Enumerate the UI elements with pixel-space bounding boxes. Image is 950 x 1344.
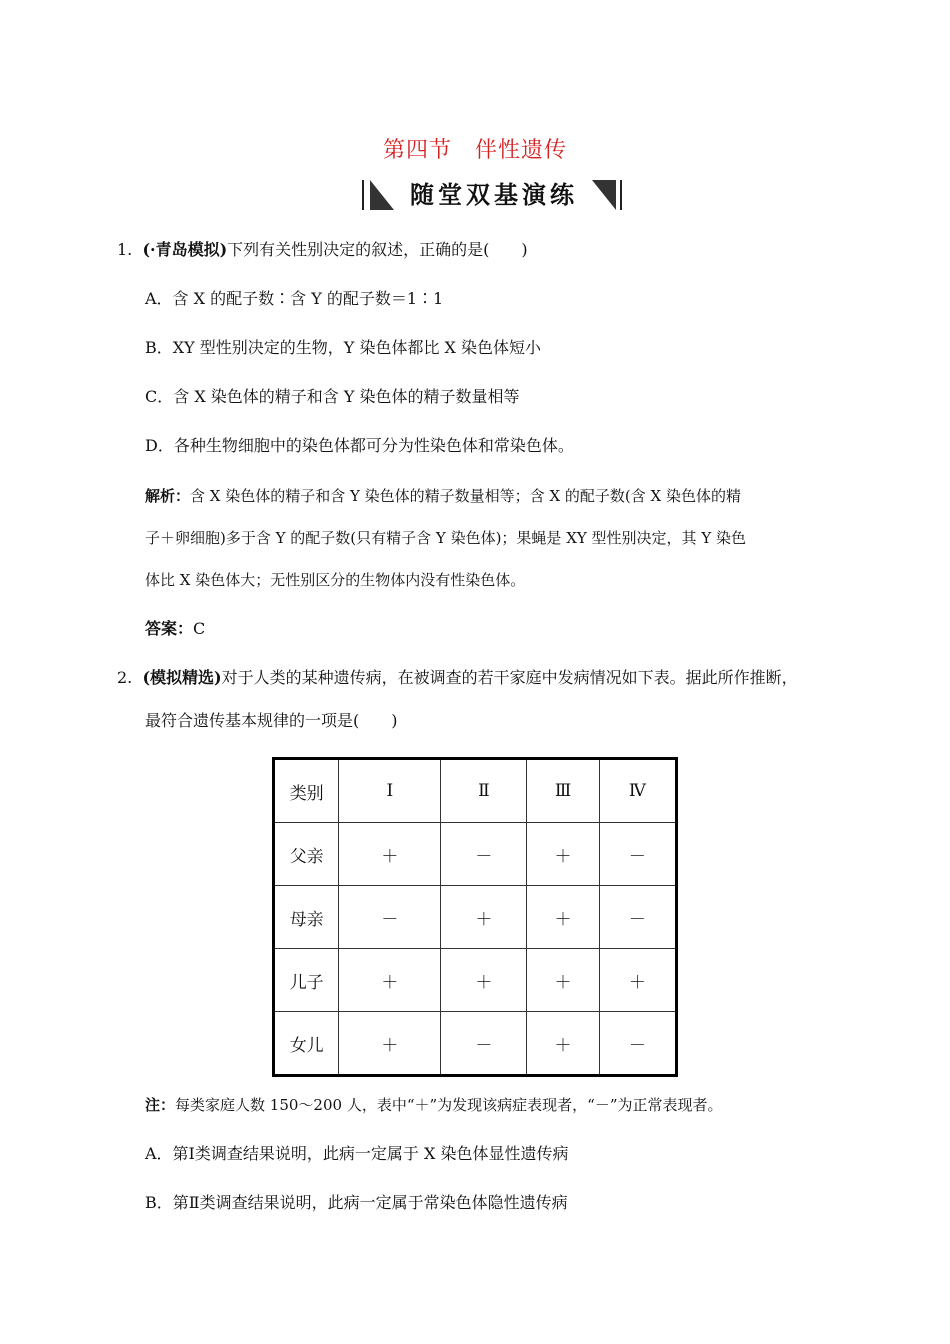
table-cell: ＋ <box>339 1012 441 1076</box>
table-header-cell: 类别 <box>274 759 339 823</box>
section-title: 第四节 伴性遗传 <box>382 138 567 163</box>
question-number: 1. <box>117 240 133 259</box>
option-a: A．含 X 的配子数∶含 Y 的配子数＝1∶1 <box>145 289 444 308</box>
table-cell: ＋ <box>599 949 676 1012</box>
analysis-line-2: 子＋卵细胞)多于含 Y 的配子数(只有精子含 Y 染色体)；果蝇是 XY 型性别决定，其 Y 染色 <box>145 529 746 547</box>
analysis-text: 含 X 染色体的精子和含 Y 染色体的精子数量相等；含 X 的配子数(含 X 染色体的精 <box>190 487 741 505</box>
table-cell: 儿子 <box>274 949 339 1012</box>
table-cell: － <box>599 886 676 949</box>
table-cell: ＋ <box>339 823 441 886</box>
option-b: B．XY 型性别决定的生物，Y 染色体都比 X 染色体短小 <box>145 338 542 357</box>
table-row <box>274 823 677 886</box>
table-cell: ＋ <box>527 886 599 949</box>
q2-option-a: A．第Ⅰ类调查结果说明，此病一定属于 X 染色体显性遗传病 <box>145 1144 569 1163</box>
banner-text: 随堂双基演练 <box>410 181 578 209</box>
table-header-row <box>274 759 677 823</box>
table-cell: － <box>339 886 441 949</box>
table-header-cell: Ⅲ <box>527 759 599 823</box>
q2-option-b: B．第Ⅱ类调查结果说明，此病一定属于常染色体隐性遗传病 <box>145 1193 568 1212</box>
table-header-cell: Ⅱ <box>441 759 527 823</box>
table-row <box>274 1012 677 1076</box>
question-source: (·青岛模拟) <box>142 240 228 259</box>
table-cell: ＋ <box>527 949 599 1012</box>
analysis-line-3: 体比 X 染色体大；无性别区分的生物体内没有性染色体。 <box>145 571 526 589</box>
banner-left-bar <box>362 180 364 210</box>
question-2 <box>117 668 798 688</box>
banner-left-triangle-icon <box>370 180 394 210</box>
option-c: C．含 X 染色体的精子和含 Y 染色体的精子数量相等 <box>145 387 520 406</box>
table-cell: － <box>441 1012 527 1076</box>
question-stem: 对于人类的某种遗传病，在被调查的若干家庭中发病情况如下表。据此所作推断， <box>221 668 798 687</box>
table-cell: ＋ <box>527 823 599 886</box>
table-row <box>274 886 677 949</box>
table-cell: － <box>599 823 676 886</box>
table-cell: 女儿 <box>274 1012 339 1076</box>
table-header-cell: Ⅰ <box>339 759 441 823</box>
table-cell: 母亲 <box>274 886 339 949</box>
table-header-cell: Ⅳ <box>599 759 676 823</box>
survey-table <box>272 757 678 1077</box>
note-label: 注： <box>145 1096 176 1114</box>
table-cell: ＋ <box>527 1012 599 1076</box>
question-stem: 下列有关性别决定的叙述，正确的是( ) <box>227 240 528 259</box>
banner-right-triangle-icon <box>592 180 616 210</box>
banner-right-bar <box>620 180 622 210</box>
table-cell: ＋ <box>441 949 527 1012</box>
answer-value: C <box>193 619 206 638</box>
question-source: (模拟精选) <box>142 668 222 687</box>
answer-label: 答案： <box>145 619 194 638</box>
table-note <box>145 1095 723 1115</box>
table-cell: ＋ <box>339 949 441 1012</box>
table-cell: － <box>441 823 527 886</box>
table-cell: － <box>599 1012 676 1076</box>
table-cell: ＋ <box>441 886 527 949</box>
table-cell: 父亲 <box>274 823 339 886</box>
note-text: 每类家庭人数 150～200 人，表中“＋”为发现该病症表现者，“－”为正常表现者。 <box>175 1096 723 1114</box>
option-d: D．各种生物细胞中的染色体都可分为性染色体和常染色体。 <box>145 436 574 455</box>
question-1 <box>117 240 528 260</box>
question-2-stem-line-2: 最符合遗传基本规律的一项是( ) <box>145 711 398 730</box>
analysis-label: 解析： <box>145 487 191 505</box>
question-number: 2. <box>117 668 133 687</box>
analysis-line-1 <box>145 486 741 506</box>
table-row <box>274 949 677 1012</box>
answer-line <box>145 619 205 639</box>
section-banner <box>362 178 624 212</box>
